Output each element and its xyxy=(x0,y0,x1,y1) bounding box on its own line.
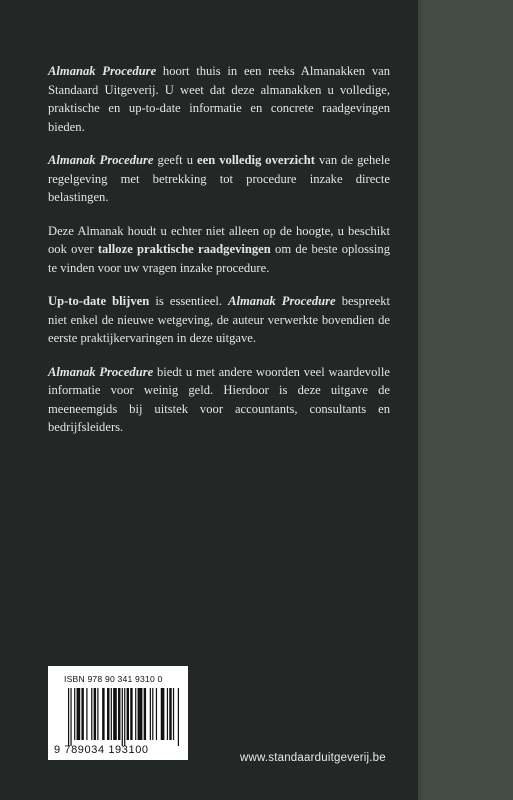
barcode-bar xyxy=(118,688,120,740)
barcode-bar xyxy=(156,688,157,740)
barcode-bar xyxy=(167,688,168,740)
barcode-bar xyxy=(178,688,179,746)
blurb-segment: talloze praktische raadgevingen xyxy=(97,242,271,256)
blurb-paragraph xyxy=(48,363,390,437)
barcode-bar xyxy=(113,688,117,740)
barcode-bar xyxy=(138,688,143,740)
blurb-segment: bespreekt niet enkel de nieuwe wetgeving, de auteur verwerkte bovendien de eerste praktijkervaringen in deze uitgave. xyxy=(48,294,391,345)
blurb-segment: Almanak Procedure xyxy=(48,364,154,379)
barcode-bar xyxy=(127,688,129,740)
barcode-digits: 9 789034 193100 xyxy=(54,744,149,756)
barcode-bar xyxy=(97,688,98,740)
barcode-bar xyxy=(107,688,109,740)
blurb-segment: Almanak Procedure xyxy=(48,64,157,78)
blurb-segment: is essentieel. xyxy=(149,294,229,308)
barcode-bar xyxy=(152,688,153,740)
blurb-segment: Up-to-date blijven xyxy=(48,294,150,308)
isbn-label: ISBN 978 90 341 9310 0 xyxy=(64,674,163,684)
barcode-bar xyxy=(68,688,69,746)
barcode-bar xyxy=(86,688,87,740)
barcode-bar xyxy=(122,688,123,746)
barcode-panel xyxy=(48,666,188,760)
barcode-bar xyxy=(161,688,165,740)
blurb-segment: om de beste oplossing te vinden voor uw vragen inzake procedure. xyxy=(48,242,390,275)
barcode-bar xyxy=(144,688,146,740)
publisher-website: www.standaarduitgeverij.be xyxy=(240,752,386,764)
barcode-bar xyxy=(135,688,136,740)
blurb-segment: een volledig overzicht xyxy=(197,153,315,167)
barcode-bar xyxy=(81,688,83,740)
blurb-paragraph xyxy=(48,292,390,348)
barcode-bar xyxy=(94,688,96,740)
barcode-bar xyxy=(111,688,112,740)
blurb-text xyxy=(48,62,390,452)
barcode-bar xyxy=(74,688,75,740)
blurb-segment: van de gehele regelgeving met betrekking tot procedure inzake directe belastingen. xyxy=(48,153,390,204)
barcode-bar xyxy=(150,688,151,740)
blurb-segment: Almanak Procedure xyxy=(228,294,336,308)
blurb-segment: hoort thuis in een reeks Almanakken van Standaard Uitgeverij. U weet dat deze almanakken u volledige, praktische en up-to-date informatie en concrete raadgevingen bieden. xyxy=(48,64,390,134)
blurb-segment: Almanak Procedure xyxy=(48,153,154,167)
blurb-segment: biedt u met andere woorden veel waardevolle informatie voor weinig geld. Hierdoor is deze uitgave de meeneemgids bij uitstek voor accountants, consultants en bedrijfsleiders. xyxy=(48,364,390,434)
barcode-bar xyxy=(77,688,81,740)
barcode-bar xyxy=(173,688,174,740)
blurb-paragraph xyxy=(48,222,390,278)
blurb-segment: geeft u xyxy=(153,153,198,167)
barcode-bar xyxy=(169,688,171,740)
barcode-bar xyxy=(124,688,125,746)
blurb-segment: Deze Almanak houdt u echter niet alleen op de hoogte, u beschikt ook over xyxy=(48,223,390,256)
barcode-bar xyxy=(130,688,132,740)
barcode-bar xyxy=(102,688,104,740)
blurb-paragraph xyxy=(48,151,390,207)
blurb-paragraph xyxy=(48,62,390,136)
barcode-bar xyxy=(70,688,71,746)
barcode-bar xyxy=(91,688,92,740)
barcode-icon xyxy=(64,688,180,746)
spine-band xyxy=(418,0,513,800)
